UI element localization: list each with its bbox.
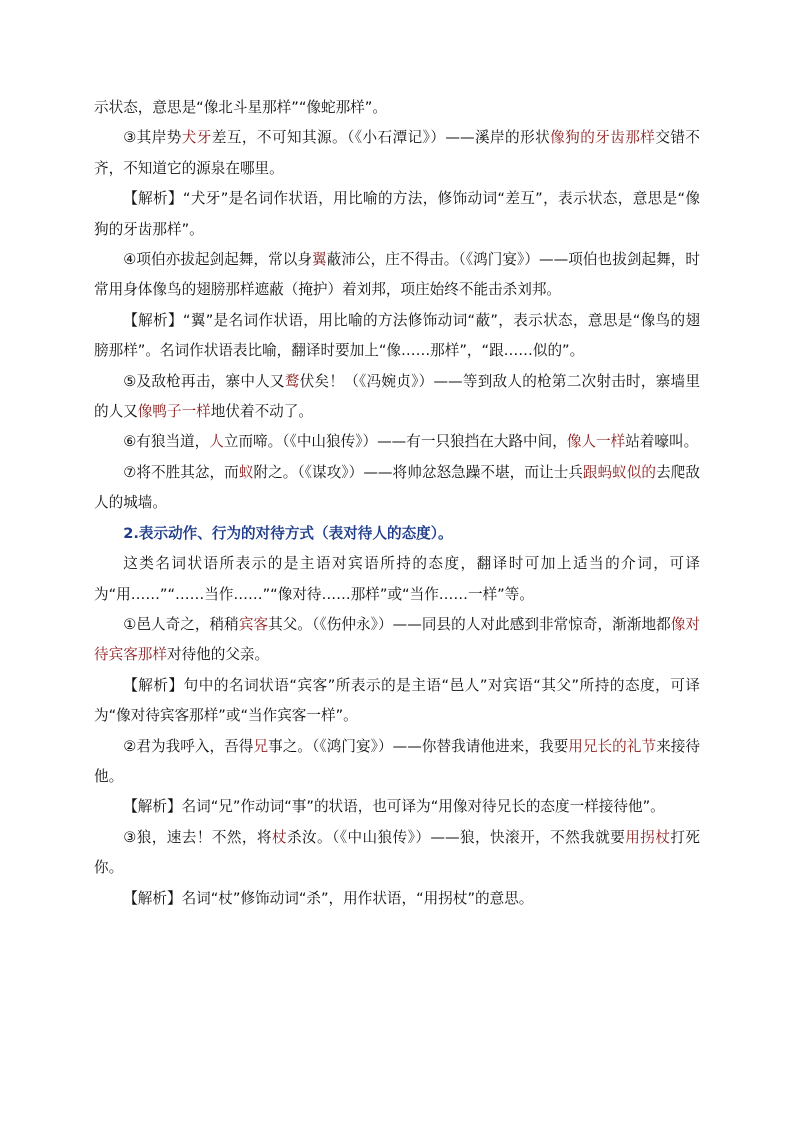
paragraph xyxy=(94,245,700,306)
text-segment: 【解析】名词“杖”修饰动词“杀”，用作状语，“用拐杖”的意思。 xyxy=(123,889,534,907)
text-segment: 【解析】名词“兄”作动词“事”的状语，也可译为“用像对待兄长的态度一样接待他”。 xyxy=(123,798,665,816)
text-segment: 其父。（《伤仲永》）——同县的人对此感到非常惊奇，渐渐地都 xyxy=(268,615,671,633)
text-segment: 蔽沛公，庄不得击。（《鸿门宴》）——项伯也拔剑起舞，时常用身体像鸟的翅膀那样遮蔽（掩护）着刘邦，项庄始终不能击杀刘邦。 xyxy=(94,251,700,299)
paragraph xyxy=(94,123,700,184)
highlighted-text: 像人一样 xyxy=(566,433,626,451)
text-segment: 打死你。 xyxy=(94,828,700,877)
highlighted-text: 用拐杖 xyxy=(625,828,671,846)
text-segment: 【解析】“翼”是名词作状语，用比喻的方法修饰动词“蔽”，表示状态，意思是“像鸟的翅膀那样”。名词作状语表比喻，翻译时要加上“像……那样”，“跟……似的”。 xyxy=(94,311,700,360)
paragraph xyxy=(94,823,700,884)
highlighted-text: 杖 xyxy=(271,828,287,846)
highlighted-text: 人 xyxy=(209,433,224,451)
paragraph xyxy=(94,306,700,367)
text-segment: 去爬敌人的城墙。 xyxy=(94,463,700,512)
highlighted-text: 犬牙 xyxy=(181,129,212,147)
text-segment: 差互，不可知其源。（《小石潭记》）——溪岸的形状 xyxy=(211,129,551,147)
paragraph xyxy=(94,458,700,519)
highlighted-text: 跟蚂蚁似的 xyxy=(582,463,657,481)
text-segment: 来接待他。 xyxy=(94,737,700,785)
text-segment: 杀汝。（《中山狼传》）——狼，快滚开，不然我就要 xyxy=(286,828,626,846)
highlighted-text: 用兄长的礼节 xyxy=(568,737,657,755)
text-segment: 【解析】“犬牙”是名词作状语，用比喻的方法，修饰动词“差互”，表示状态，意思是“像狗的牙齿那样”。 xyxy=(94,190,700,238)
text-segment: ⑥有狼当道， xyxy=(123,433,210,451)
highlighted-text: 像鸭子一样 xyxy=(137,403,211,421)
section-heading xyxy=(94,519,700,549)
text-segment: 地伏着不动了。 xyxy=(210,403,313,421)
highlighted-text: 鹜 xyxy=(284,372,300,390)
highlighted-text: 像对待宾客那样 xyxy=(94,615,700,664)
paragraph xyxy=(94,367,700,428)
text-segment: 伏矣！（《冯婉贞》）——等到敌人的枪第二次射击时，寨墙里的人又 xyxy=(94,372,700,421)
text-segment: 站着嚎叫。 xyxy=(625,433,699,451)
paragraph xyxy=(94,184,700,245)
highlighted-text: 像狗的牙齿那样 xyxy=(550,129,656,147)
text-segment: 2.表示动作、行为的对待方式（表对待人的态度）。 xyxy=(123,524,453,542)
text-segment: ①邑人奇之，稍稍 xyxy=(123,615,239,633)
text-segment: 附之。（《谋攻》）——将帅忿怒急躁不堪，而让士兵 xyxy=(253,463,583,481)
paragraph xyxy=(94,884,700,914)
document-page xyxy=(94,93,700,914)
paragraph xyxy=(94,427,700,457)
text-segment: 事之。（《鸿门宴》）——你替我请他进来，我要 xyxy=(268,737,569,755)
paragraph xyxy=(94,93,700,123)
text-segment: 【解析】句中的名词状语“宾客”所表示的是主语“邑人”对宾语“其父”所持的态度，可译为“像对待宾客那样”或“当作宾客一样”。 xyxy=(94,676,700,725)
text-segment: 这类名词状语所表示的是主语对宾语所持的态度，翻译时可加上适当的介词，可译为“用……”“……当作……”“像对待……那样”或“当作……一样”等。 xyxy=(94,555,700,603)
text-segment: 交错不齐，不知道它的源泉在哪里。 xyxy=(94,129,700,177)
highlighted-text: 翼 xyxy=(312,251,327,269)
highlighted-text: 蚁 xyxy=(238,463,254,481)
paragraph xyxy=(94,792,700,822)
text-segment: 立而啼。（《中山狼传》）——有一只狼挡在大路中间， xyxy=(223,433,567,451)
text-segment: ③狼，速去！不然，将 xyxy=(123,828,272,846)
paragraph xyxy=(94,549,700,610)
text-segment: ②君为我呼入，吾得 xyxy=(123,737,254,755)
paragraph xyxy=(94,671,700,732)
paragraph xyxy=(94,732,700,793)
highlighted-text: 兄 xyxy=(253,737,269,755)
highlighted-text: 宾客 xyxy=(238,615,269,633)
text-segment: ⑤及敌枪再击，寨中人又 xyxy=(123,372,285,390)
paragraph xyxy=(94,610,700,671)
text-segment: 示状态，意思是“像北斗星那样”“像蛇那样”。 xyxy=(94,99,387,116)
text-segment: ⑦将不胜其忿，而 xyxy=(123,463,239,481)
text-segment: ④项伯亦拔起剑起舞，常以身 xyxy=(123,251,313,269)
text-segment: 对待他的父亲。 xyxy=(166,646,270,664)
text-segment: ③其岸势 xyxy=(123,129,182,147)
